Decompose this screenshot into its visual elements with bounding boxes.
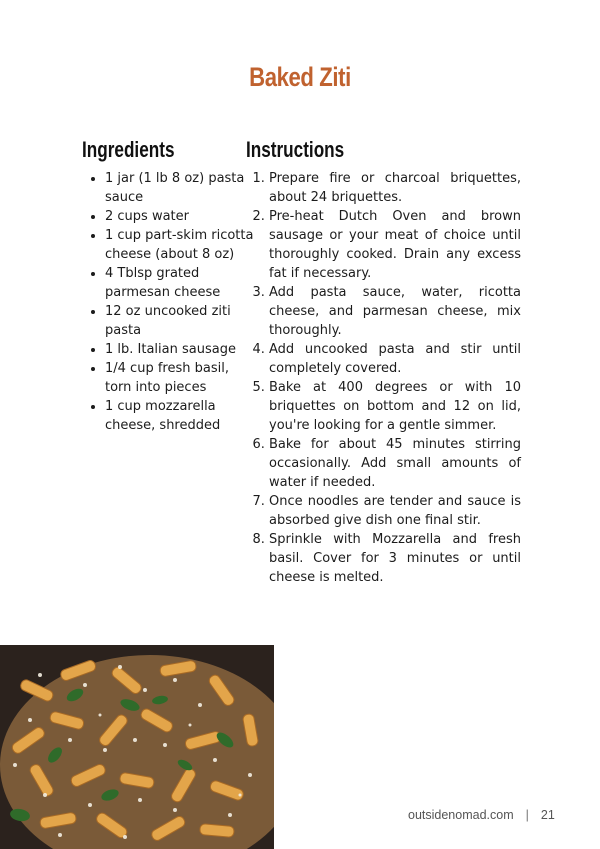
instruction-step: 4. Add uncooked pasta and stir until completely covered. [269,340,521,378]
instruction-step: 5. Bake at 400 degrees or with 10 briquettes on bottom and 12 on lid, you're looking for a gentle simmer. [269,378,521,435]
ingredients-list [84,169,255,435]
ingredient-item: • 1 cup mozzarella cheese, shredded [105,397,255,435]
ingredient-item: • 12 oz uncooked ziti pasta [105,302,255,340]
ingredient-item: • 1 lb. Italian sausage [105,340,255,359]
footer-separator: | [525,808,529,822]
ingredient-item: • 1 jar (1 lb 8 oz) pasta sauce [105,169,255,207]
instruction-step: 6. Bake for about 45 minutes stirring occasionally. Add small amounts of water if needed. [269,435,521,492]
instruction-step: 1. Prepare fire or charcoal briquettes, about 24 briquettes. [269,169,521,207]
footer-site: outsidenomad.com [408,808,514,822]
baked-ziti-photo [0,645,274,849]
instruction-step: 3. Add pasta sauce, water, ricotta cheese, and parmesan cheese, mix thoroughly. [269,283,521,340]
instructions-list [255,169,521,587]
instruction-step: 7. Once noodles are tender and sauce is absorbed give dish one final stir. [269,492,521,530]
instruction-step: 8. Sprinkle with Mozzarella and fresh basil. Cover for 3 minutes or until cheese is melted. [269,530,521,587]
instruction-step: 2. Pre-heat Dutch Oven and brown sausage or your meat of choice until thoroughly cooked. Drain any excess fat if necessary. [269,207,521,283]
ingredient-item: • 2 cups water [105,207,255,226]
ingredients-heading: Ingredients [82,137,175,162]
ingredient-item: • 1/4 cup fresh basil, torn into pieces [105,359,255,397]
baked-ziti-illustration [0,645,274,849]
instructions-heading: Instructions [246,137,345,162]
page-title: Baked Ziti [249,62,351,92]
page-footer [408,808,555,822]
page-number: 21 [540,808,555,822]
ingredient-item: • 1 cup part-skim ricotta cheese (about 8 oz) [105,226,255,264]
ingredient-item: • 4 Tblsp grated parmesan cheese [105,264,255,302]
